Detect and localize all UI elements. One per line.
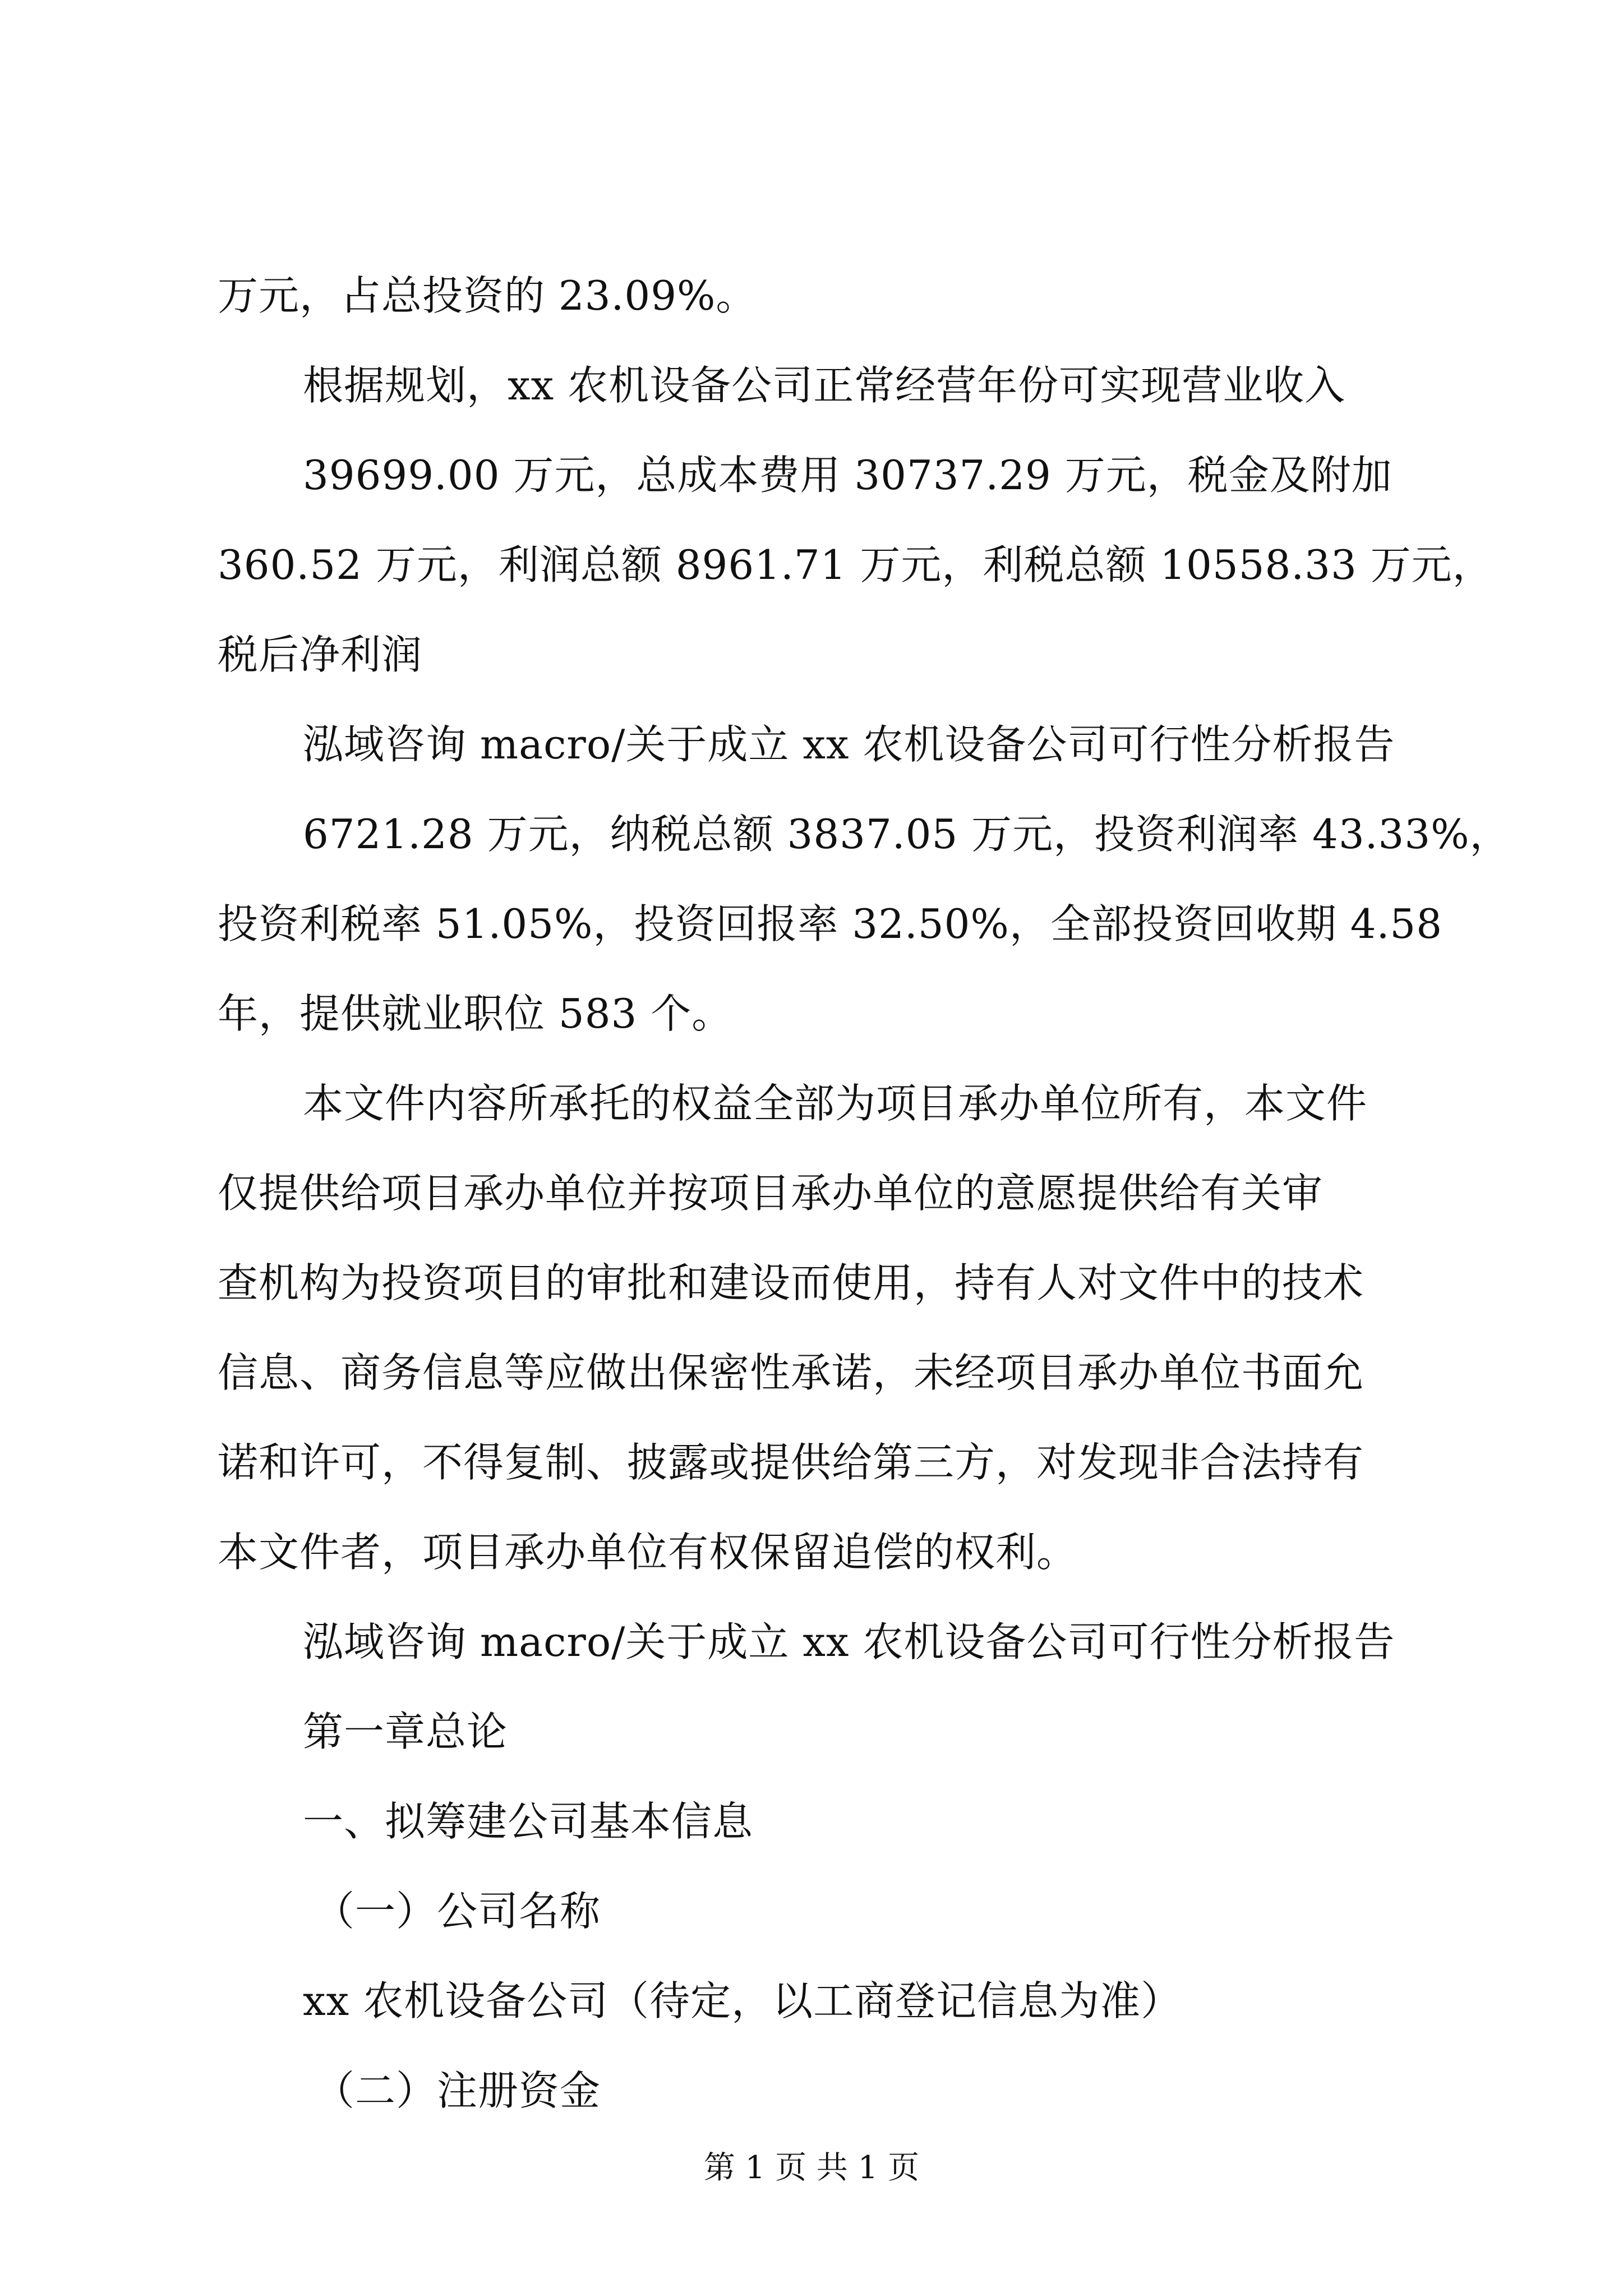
text-line: 年，提供就业职位 583 个。 [218, 990, 733, 1037]
text-line: 本文件内容所承托的权益全部为项目承办单位所有，本文件 [303, 1080, 1368, 1127]
text-line: 泓域咨询 macro/关于成立 xx 农机设备公司可行性分析报告 [303, 1618, 1395, 1665]
text-line: 泓域咨询 macro/关于成立 xx 农机设备公司可行性分析报告 [303, 721, 1395, 768]
section-heading: 一、拟筹建公司基本信息 [303, 1798, 754, 1845]
text-line: 诺和许可，不得复制、披露或提供给第三方，对发现非合法持有 [218, 1439, 1364, 1486]
text-line: 信息、商务信息等应做出保密性承诺，未经项目承办单位书面允 [218, 1349, 1364, 1396]
text-line: 仅提供给项目承办单位并按项目承办单位的意愿提供给有关审 [218, 1170, 1324, 1217]
text-line: 查机构为投资项目的审批和建设而使用，持有人对文件中的技术 [218, 1259, 1364, 1306]
subsection-heading: （一）公司名称 [314, 1888, 601, 1935]
text-line: 税后净利润 [218, 631, 423, 678]
text-line: xx 农机设备公司（待定，以工商登记信息为准） [303, 1977, 1182, 2024]
text-line: 本文件者，项目承办单位有权保留追偿的权利。 [218, 1529, 1078, 1576]
text-line: 360.52 万元，利润总额 8961.71 万元，利税总额 10558.33 万元， [218, 541, 1493, 588]
page-footer: 第 1 页 共 1 页 [703, 2150, 920, 2186]
text-line: 投资利税率 51.05%，投资回报率 32.50%，全部投资回收期 4.58 [218, 900, 1443, 947]
text-line: 6721.28 万元，纳税总额 3837.05 万元，投资利润率 43.33%， [303, 811, 1511, 858]
chapter-heading: 第一章总论 [303, 1708, 508, 1755]
text-line: 万元，占总投资的 23.09%。 [218, 272, 757, 319]
text-line: 39699.00 万元，总成本费用 30737.29 万元，税金及附加 [303, 452, 1393, 499]
subsection-heading: （二）注册资金 [314, 2067, 601, 2114]
text-line: 根据规划，xx 农机设备公司正常经营年份可实现营业收入 [303, 362, 1346, 409]
